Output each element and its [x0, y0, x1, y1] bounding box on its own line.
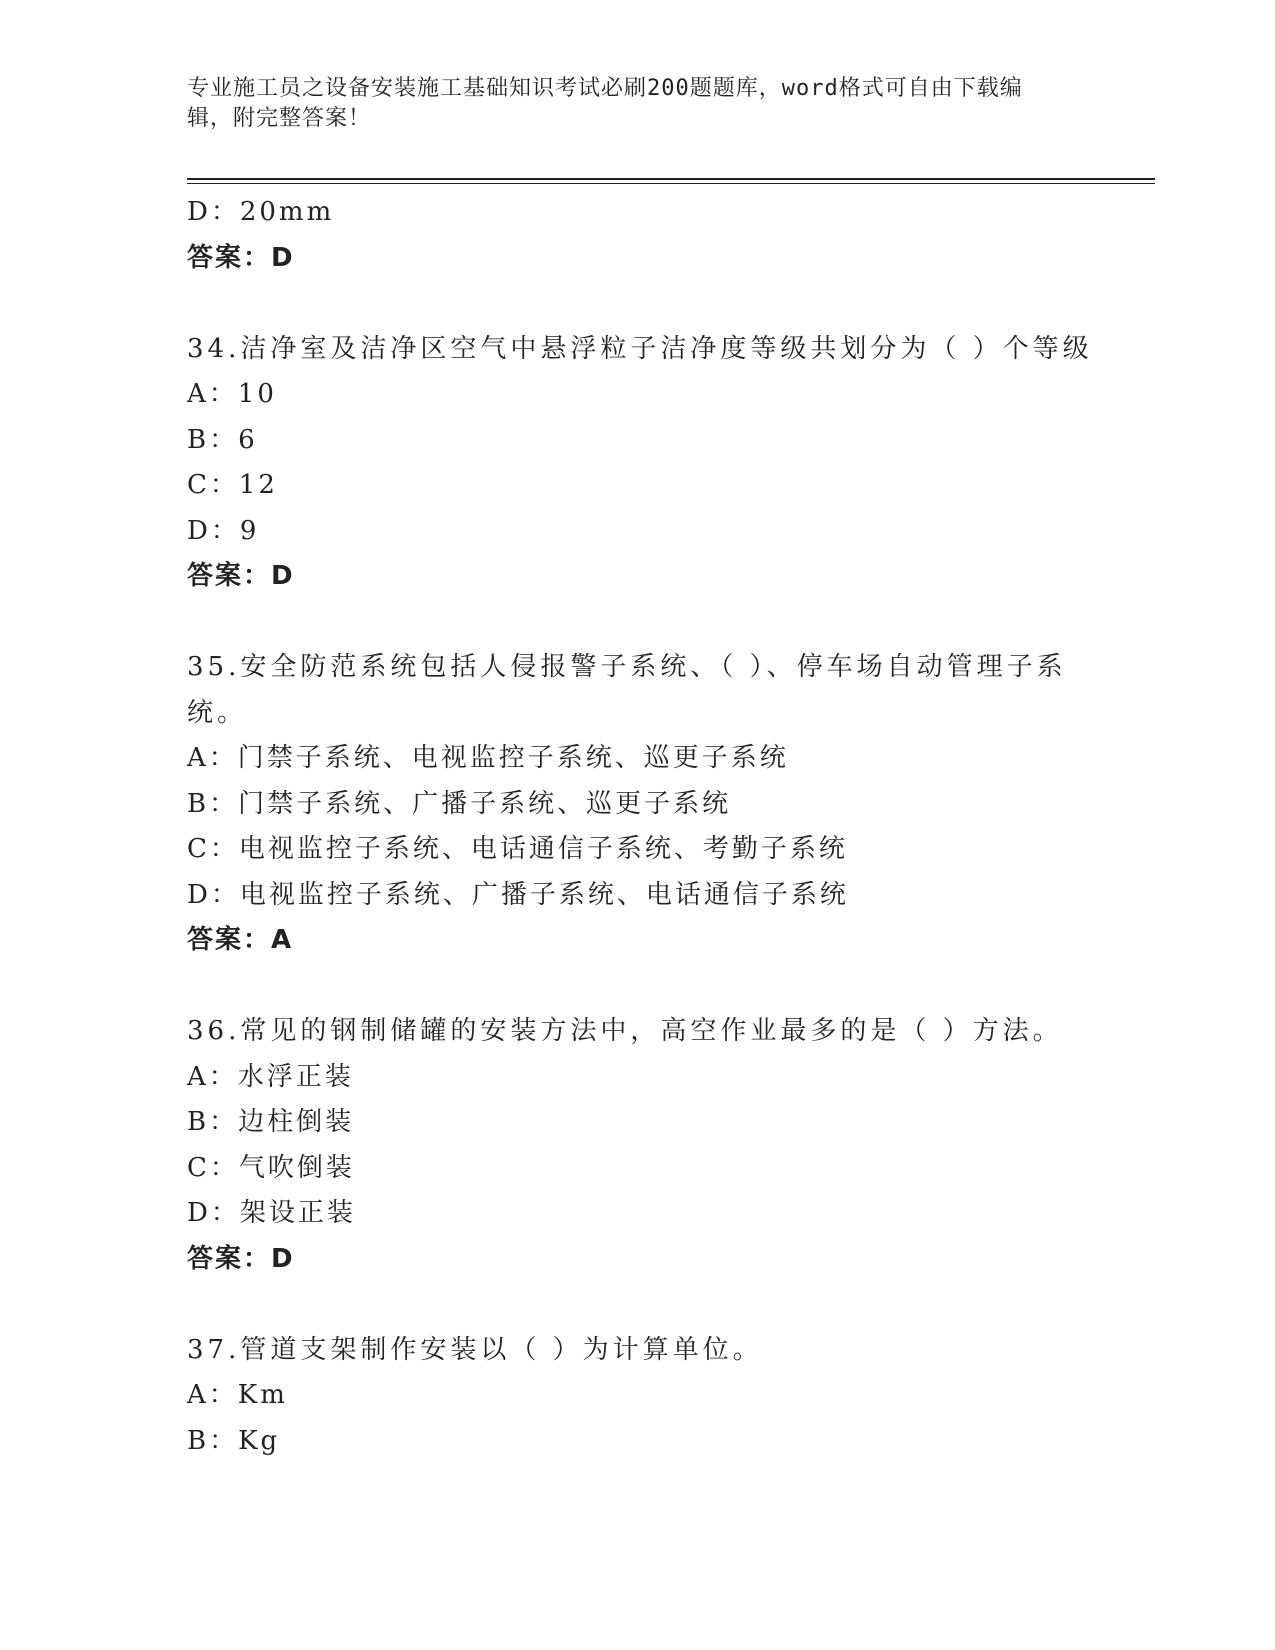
spacer	[187, 964, 1087, 1010]
option-a: A：水浮正装	[187, 1061, 354, 1092]
question-stem: 36.常见的钢制储罐的安装方法中，高空作业最多的是（ ）方法。	[187, 1016, 1063, 1046]
option-b: B：Kg	[187, 1425, 281, 1456]
question-stem: 37.管道支架制作安装以（ ）为计算单位。	[187, 1334, 763, 1365]
option-b: B：6	[187, 424, 258, 455]
question-36	[187, 1009, 1087, 1282]
spacer	[187, 1282, 1087, 1328]
answer-line: 答案：A	[187, 925, 294, 955]
spacer	[187, 281, 1087, 327]
question-stem-continued: 统。	[187, 697, 248, 728]
option-d: D：电视监控子系统、广播子系统、电话通信子系统	[187, 879, 849, 910]
option-a: A：10	[187, 379, 277, 409]
option-a: A：Km	[187, 1380, 288, 1410]
question-37	[187, 1328, 1087, 1465]
option-b: B：边柱倒装	[187, 1107, 355, 1137]
page-header-title: 专业施工员之设备安装施工基础知识考试必刷200题题库，word格式可自由下载编辑，附完整答案！	[187, 76, 1023, 131]
option-d: D：9	[187, 515, 260, 546]
question-content	[187, 190, 1093, 1464]
question-stem: 34.洁净室及洁净区空气中悬浮粒子洁净度等级共划分为（ ）个等级	[187, 333, 1093, 364]
answer-line: 答案：D	[187, 242, 295, 273]
option-c: C：气吹倒装	[187, 1152, 355, 1183]
option-d: D：20mm	[187, 197, 335, 227]
header-rule-thick	[187, 178, 1155, 180]
question-34	[187, 327, 1093, 600]
option-c: C：12	[187, 470, 278, 500]
answer-line: 答案：D	[187, 1243, 295, 1274]
answer-line: 答案：D	[187, 561, 295, 591]
option-c: C：电视监控子系统、电话通信子系统、考勤子系统	[187, 834, 848, 864]
option-b: B：门禁子系统、广播子系统、巡更子系统	[187, 788, 732, 819]
question-35	[187, 645, 1087, 964]
spacer	[187, 600, 1087, 646]
option-a: A：门禁子系统、电视监控子系统、巡更子系统	[187, 743, 789, 773]
option-d: D：架设正装	[187, 1198, 356, 1228]
header-rule-thin	[187, 183, 1155, 184]
question-stem: 35.安全防范系统包括人侵报警子系统、（ ）、停车场自动管理子系	[187, 652, 1067, 682]
